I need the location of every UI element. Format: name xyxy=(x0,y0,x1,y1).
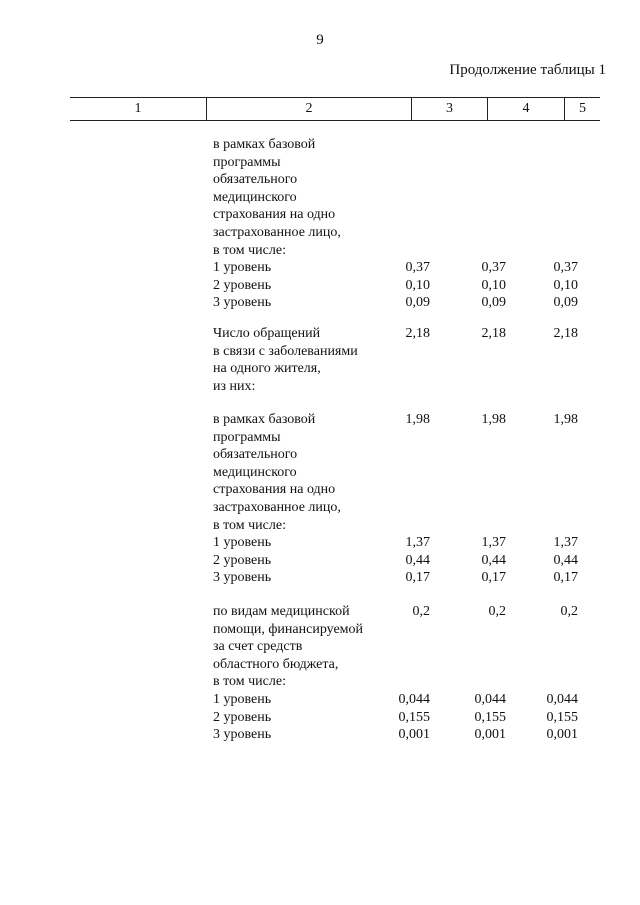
cell-value-col-3: 0,44 xyxy=(405,552,430,568)
cell-value-col-4: 0,10 xyxy=(481,277,506,293)
cell-value-col-5: 0,10 xyxy=(553,277,578,293)
cell-value-col-4: 0,155 xyxy=(474,709,506,725)
row-label-line: страхования на одно xyxy=(213,207,336,223)
cell-value-col-5: 0,001 xyxy=(546,727,578,743)
header-col-4: 4 xyxy=(522,101,530,116)
row-label-line: областного бюджета, xyxy=(213,656,339,672)
row-label-line: страхования на одно xyxy=(213,482,336,498)
row-label-line: из них: xyxy=(213,378,256,394)
cell-value-col-3: 0,09 xyxy=(405,295,430,311)
header-col-3: 3 xyxy=(446,101,453,116)
level-label: 1 уровень xyxy=(213,260,272,276)
cell-value-col-5: 0,09 xyxy=(553,295,578,311)
row-label-line: в рамках базовой xyxy=(213,412,316,427)
row-label-line: программы xyxy=(213,429,281,445)
cell-value-col-5: 0,044 xyxy=(546,692,578,707)
cell-value-col-4: 0,001 xyxy=(474,727,506,743)
row-label-line: медицинского xyxy=(213,189,297,205)
cell-value-col-3: 0,37 xyxy=(405,260,430,276)
row-label-line: за счет средств xyxy=(213,639,303,655)
row-label-line: в связи с заболеваниями xyxy=(213,343,358,359)
row-label-line: в том числе: xyxy=(213,674,286,690)
row-label-line: обязательного xyxy=(213,447,298,463)
cell-value-col-5: 0,2 xyxy=(560,604,578,619)
cell-value-col-4: 1,37 xyxy=(481,535,506,551)
cell-value-col-4: 0,17 xyxy=(481,570,506,586)
cell-value-col-3: 1,98 xyxy=(405,412,430,427)
row-label-line: программы xyxy=(213,154,281,170)
level-label: 1 уровень xyxy=(213,692,272,707)
cell-value-col-3: 0,044 xyxy=(398,692,430,707)
row-label-line: обязательного xyxy=(213,172,298,188)
cell-value-col-4: 0,37 xyxy=(481,260,506,276)
cell-value-col-3: 0,155 xyxy=(398,709,430,725)
row-label-line: в том числе: xyxy=(213,242,286,258)
cell-value-col-4: 0,09 xyxy=(481,295,506,311)
cell-value-col-5: 1,98 xyxy=(553,412,578,427)
cell-value-col-4: 1,98 xyxy=(481,412,506,427)
cell-value-col-4: 0,044 xyxy=(474,692,506,707)
level-label: 2 уровень xyxy=(213,277,272,293)
row-label-line: помощи, финансируемой xyxy=(213,621,364,637)
row-label-line: на одного жителя, xyxy=(213,361,321,377)
cell-value-col-4: 0,2 xyxy=(488,604,506,619)
cell-value-col-4: 2,18 xyxy=(481,326,506,341)
header-col-1: 1 xyxy=(134,101,142,116)
page-number: 9 xyxy=(316,32,324,48)
row-label-line: в том числе: xyxy=(213,517,286,533)
row-label-line: застрахованное лицо, xyxy=(213,225,341,240)
cell-value-col-3: 0,2 xyxy=(412,604,430,619)
cell-value-col-5: 0,44 xyxy=(553,552,578,568)
cell-value-col-5: 0,37 xyxy=(553,260,578,276)
cell-value-col-4: 0,44 xyxy=(481,552,506,568)
header-col-5: 5 xyxy=(579,101,586,116)
cell-value-col-3: 0,001 xyxy=(398,727,430,743)
cell-value-col-5: 0,17 xyxy=(553,570,578,586)
level-label: 3 уровень xyxy=(213,295,272,311)
cell-value-col-3: 2,18 xyxy=(405,326,430,341)
level-label: 3 уровень xyxy=(213,727,272,743)
header-col-2: 2 xyxy=(305,101,313,116)
level-label: 2 уровень xyxy=(213,709,272,725)
row-label-line: по видам медицинской xyxy=(213,604,350,619)
table-continuation-caption: Продолжение таблицы 1 xyxy=(449,62,606,78)
cell-value-col-3: 0,17 xyxy=(405,570,430,586)
row-label-line: в рамках базовой xyxy=(213,137,316,152)
level-label: 3 уровень xyxy=(213,570,272,586)
table-header xyxy=(70,97,600,121)
level-label: 1 уровень xyxy=(213,535,272,551)
cell-value-col-3: 0,10 xyxy=(405,277,430,293)
cell-value-col-3: 1,37 xyxy=(405,535,430,551)
row-label-line: Число обращений xyxy=(213,326,321,341)
cell-value-col-5: 1,37 xyxy=(553,535,578,551)
cell-value-col-5: 0,155 xyxy=(546,709,578,725)
row-label-line: медицинского xyxy=(213,464,297,480)
level-label: 2 уровень xyxy=(213,552,272,568)
cell-value-col-5: 2,18 xyxy=(553,326,578,341)
row-label-line: застрахованное лицо, xyxy=(213,500,341,515)
